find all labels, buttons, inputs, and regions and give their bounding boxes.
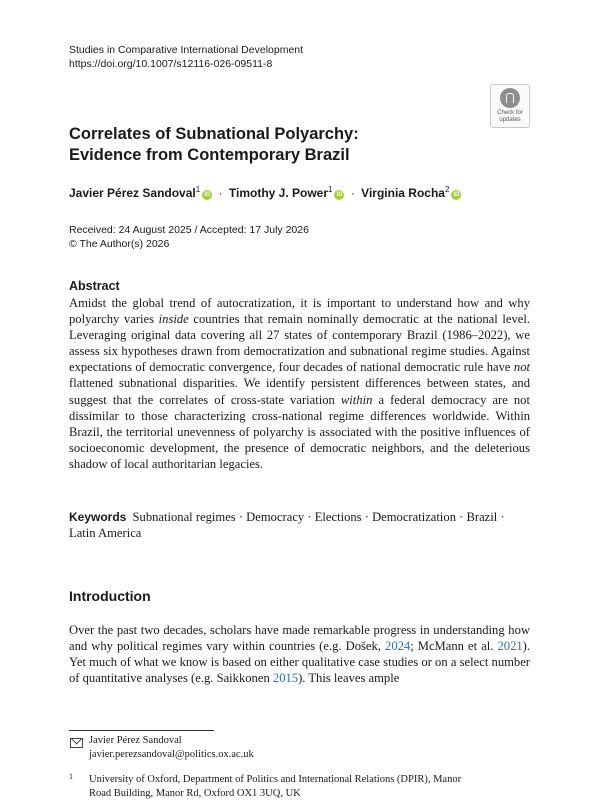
corresponding-name: Javier Pérez Sandoval xyxy=(89,735,182,746)
footnote-divider xyxy=(69,730,214,731)
envelope-icon xyxy=(70,738,83,748)
received-accepted: Received: 24 August 2025 / Accepted: 17 July 2026 xyxy=(69,224,309,236)
introduction-body xyxy=(69,622,530,686)
title-line-1: Correlates of Subnational Polyarchy: xyxy=(69,125,359,143)
intro-text: ; McMann et al. xyxy=(410,639,498,654)
abstract-heading: Abstract xyxy=(69,279,120,293)
check-updates-line2: updates xyxy=(499,117,521,123)
author-separator: · xyxy=(350,186,355,200)
abstract-emphasis: inside xyxy=(158,312,189,327)
abstract-body xyxy=(69,295,530,472)
copyright: © The Author(s) 2026 xyxy=(69,237,170,250)
affiliation-line-1: University of Oxford, Department of Politics and International Relations (DPIR), Manor xyxy=(89,774,462,785)
citation-link[interactable]: 2024 xyxy=(385,639,411,654)
affiliation-line-2: Road Building, Manor Rd, Oxford OX1 3UQ, UK xyxy=(89,788,301,799)
article-dates xyxy=(69,224,309,251)
author-name[interactable]: Javier Pérez Sandoval xyxy=(69,186,196,200)
title-line-2: Evidence from Contemporary Brazil xyxy=(69,146,350,164)
corresponding-author xyxy=(89,734,254,762)
intro-text: Over the past two decades, scholars have made remarkable progress in understanding how and why political regimes vary within countries (e.g. Došek, xyxy=(69,623,530,654)
check-updates-line1: Check for xyxy=(497,110,523,116)
intro-text: ). Yet much of what we know is based on either qualitative case studies or on a select number of quantitative analyses (e.g. Saikkonen xyxy=(69,639,530,686)
abstract-text: Amidst the global trend of autocratization, it is important to understand how and why polyarchy varies xyxy=(69,296,530,327)
affiliation-number: 1 xyxy=(69,772,73,781)
journal-name: Studies in Comparative International Development xyxy=(69,44,304,56)
journal-header xyxy=(69,43,303,71)
citation-link[interactable]: 2021 xyxy=(497,639,523,654)
doi-link[interactable]: https://doi.org/10.1007/s12116-026-09511-8 xyxy=(69,58,273,70)
abstract-text: a federal democracy are not dissimilar to those characterizing cross-national regime differences worldwide. Within Brazil, the territorial unevenness of polyarchy is associated with the positive influences of socioeconomic development, the presence of democratic neighbors, and the deleterious shadow of local authoritarian legacies. xyxy=(69,392,530,471)
abstract-text: flattened subnational disparities. We identify persistent differences between states, and suggest that the correlates of cross-state variation xyxy=(69,376,530,407)
affiliation xyxy=(89,773,509,801)
abstract-emphasis: within xyxy=(340,392,373,407)
intro-text: ). This leaves ample xyxy=(298,671,400,686)
citation-link[interactable]: 2015 xyxy=(272,671,299,686)
abstract-emphasis: not xyxy=(513,360,530,375)
keywords-list: Subnational regimes · Democracy · Elections · Democratization · Brazil · Latin America xyxy=(69,510,505,541)
keywords xyxy=(69,509,530,541)
author-affiliation: 1 xyxy=(328,185,333,194)
orcid-icon[interactable]: iD xyxy=(453,192,460,198)
corresponding-email[interactable]: javier.perezsandoval@politics.ox.ac.uk xyxy=(89,749,254,760)
author-name[interactable]: Virginia Rocha xyxy=(361,186,445,200)
orcid-icon[interactable]: iD xyxy=(204,192,211,198)
orcid-icon[interactable]: iD xyxy=(336,192,343,198)
check-for-updates-icon[interactable] xyxy=(490,84,530,128)
article-title xyxy=(69,124,509,166)
author-affiliation: 1 xyxy=(195,185,201,194)
author-list xyxy=(69,185,461,200)
introduction-heading: Introduction xyxy=(69,588,151,604)
author-separator: · xyxy=(218,186,223,200)
author-name[interactable]: Timothy J. Power xyxy=(228,186,329,200)
author-affiliation: 2 xyxy=(444,185,450,194)
abstract-text: countries that remain nominally democratic at the national level. Leveraging original data covering all 27 states of contemporary Brazil (1986–2022), we assess six hypotheses drawn from democratization and subnational regime studies. Against expectations of democratic convergence, four decades of national democratic rule have xyxy=(69,312,530,375)
keywords-label: Keywords xyxy=(69,510,127,524)
